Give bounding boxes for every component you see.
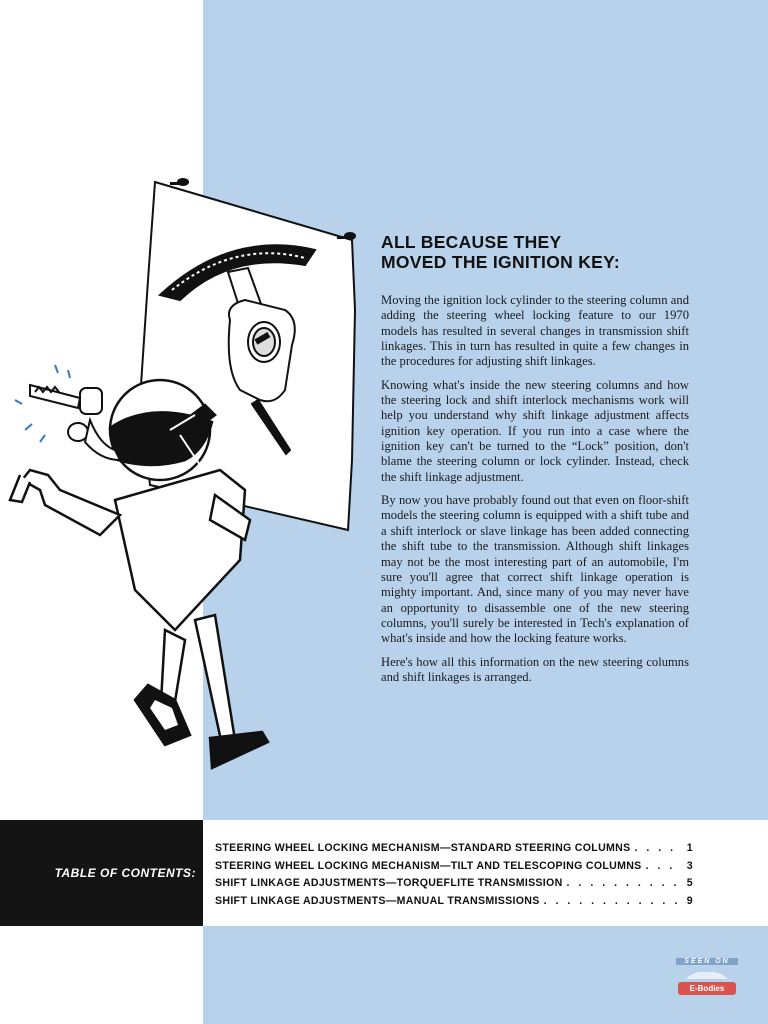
table-of-contents (215, 842, 693, 912)
toc-entry-page: 9 (686, 894, 693, 907)
toc-entry-title: SHIFT LINKAGE ADJUSTMENTS—TORQUEFLITE TRANSMISSION (215, 877, 563, 889)
body-paragraph: Knowing what's inside the new steering columns and how the steering lock and shift interlock mechanisms work will help you understand why shift linkage adjustment affects ignition key operation. If you run into a case where the ignition key can't be turned to the “Lock” position, don't blame the steering column or lock cylinder. Instead, check the shift linkage adjustment. (381, 377, 689, 484)
toc-entry-page: 1 (686, 842, 693, 854)
body-paragraph: Here's how all this information on the new steering columns and shift linkages is arranged. (381, 654, 689, 684)
heading-line-2: MOVED THE IGNITION KEY: (381, 252, 620, 272)
watermark-top-text: SEEN ON (676, 958, 738, 965)
toc-entry-title: STEERING WHEEL LOCKING MECHANISM—STANDARD STEERING COLUMNS (215, 842, 631, 854)
toc-label: TABLE OF CONTENTS: (54, 866, 196, 880)
toc-entry[interactable] (215, 895, 693, 913)
car-silhouette-icon (684, 968, 730, 982)
toc-entry-title: STEERING WHEEL LOCKING MECHANISM—TILT AND TELESCOPING COLUMNS (215, 859, 642, 872)
intro-body (381, 293, 689, 693)
toc-entry[interactable] (215, 877, 693, 895)
body-paragraph: By now you have probably found out that even on floor-shift models the steering column is equipped with a shift tube and a shift interlock or slave linkage has been added connecting the shift tube to the transmission. Although shift linkages may not be the most interesting part of an automobile, I'm sure you'll agree that correct shift linkage operation is mighty important. And, since many of you may never have an opportunity to disassemble one of the new steering columns, you'll surely be interested in Tech's explanation of what's inside and how the locking feature works. (381, 493, 689, 646)
toc-leader-dots (634, 842, 679, 854)
character-body (10, 470, 268, 768)
toc-leader-dots (567, 877, 679, 889)
toc-entry-page: 3 (686, 859, 693, 872)
watermark-logo (676, 958, 738, 998)
toc-entry[interactable] (215, 860, 693, 878)
page-heading (381, 232, 741, 272)
toc-entry-title: SHIFT LINKAGE ADJUSTMENTS—MANUAL TRANSMISSIONS (215, 894, 540, 907)
toc-leader-dots (646, 860, 679, 872)
toc-leader-dots (544, 895, 679, 907)
watermark-bottom-text: E-Bodies (678, 982, 736, 995)
ignition-key-icon (30, 385, 120, 460)
heading-line-1: ALL BECAUSE THEY (381, 232, 562, 252)
body-paragraph: Moving the ignition lock cylinder to the steering column and adding the steering wheel locking feature to our 1970 models has resulted in several changes in transmission shift linkages. This in turn has resulted in quite a few changes in the procedures for adjusting shift linkages. (381, 293, 689, 369)
toc-entry-page: 5 (686, 877, 693, 889)
character-illustration (0, 160, 370, 780)
toc-entry[interactable] (215, 842, 693, 860)
